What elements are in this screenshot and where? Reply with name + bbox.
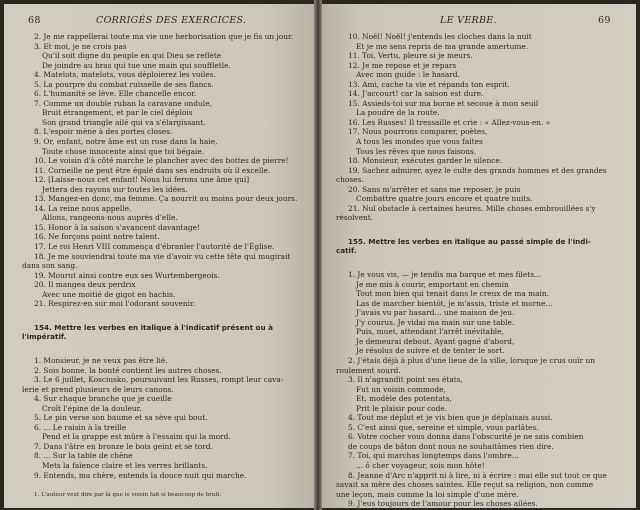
- text-line: 9. Or, enfant, notre âme est un rose dans la haie,: [34, 137, 218, 147]
- text-line: 17. Le roi Henri VIII commença d'ébranler l'autorité de l'Église.: [34, 242, 275, 252]
- text-line: 5. La pourpre du combat ruisselle de ses flancs.: [34, 79, 214, 89]
- text-line: 4. Tout me déplut et je vis bien que je déplaisais aussi.: [348, 413, 553, 423]
- right-page-number: 69: [598, 15, 611, 26]
- left-running-title: CORRIGÉS DES EXERCICES.: [96, 15, 247, 26]
- text-line: roulement sourd.: [336, 365, 401, 375]
- text-line: De joindre au bras qui tue une main qui souffletle.: [42, 60, 231, 70]
- left-footnote: 1. L'auteur veut dire par là que le voisin fait si beaucoup de bruit.: [34, 492, 222, 498]
- text-line: 19. Sachez admirer, ayez le culte des grands hommes et des grandes: [348, 165, 607, 175]
- text-line: 12. [Laisse-nous cet enfant! Nous lui ferons une âme qui]: [34, 175, 250, 185]
- right-page-text: [336, 32, 628, 508]
- text-line: Tout mon bien qui tenait dans le creux de ma main.: [356, 289, 549, 299]
- text-line: résolvent.: [336, 213, 374, 223]
- text-line: 2. J'étais déjà à plus d'une lieue de la ville, lorsque je crus ouïr un: [348, 355, 595, 365]
- text-line: Je résolus de suivre et de tenter le sort.: [356, 346, 505, 356]
- text-line: 6. L'humanité se lève. Elle chancelle encor.: [34, 89, 197, 99]
- text-line: [22, 309, 308, 323]
- text-line: 10. Le voisin d'à côté marche le plancher avec des bottes de pierre!: [34, 156, 289, 166]
- text-line: Croît l'épine de la douleur.: [42, 403, 142, 413]
- text-line: 155. Mettre les verbes en italique au passé simple de l'indi-: [348, 236, 591, 246]
- text-line: Las de marcher bientôt, je m'assis, triste et morne...: [356, 298, 553, 308]
- left-page-header: [4, 15, 314, 27]
- text-line: 8. ... Sur la table de chêne: [34, 451, 133, 461]
- left-page-text: [22, 32, 308, 480]
- text-line: 21. Nul obstacle à certaines heures. Mille choses embrouillées s'y: [348, 203, 596, 213]
- text-line: Qu'il soit digne du peuple en qui Dieu se reflète: [42, 51, 222, 61]
- text-line: Allons, rangeons-nous auprès d'elle.: [42, 213, 178, 223]
- book-gutter: [314, 0, 322, 510]
- text-line: Je demeurai debout. Ayant gagné d'abord,: [356, 336, 515, 346]
- text-line: 13. Mangez-en donc, ma femme. Ça nourrit au moins pour deux jours.: [34, 194, 298, 204]
- text-line: J'avais vu par hasard... une maison de jeu.: [356, 308, 515, 318]
- text-line: 21. Respirez-en sur moi l'odorant souvenir.: [34, 299, 196, 309]
- text-line: 18. Je me souviendrai toute ma vie d'avoir vu cette tête qui mugirait: [34, 251, 291, 261]
- text-line: catif.: [336, 246, 357, 256]
- text-line: 19. Mourut ainsi contre eux ses Wurtembergeois.: [34, 270, 220, 280]
- text-line: 11. Toi, Vertu, pleure si je meurs.: [348, 51, 473, 61]
- text-line: 16. Les Russes! Il tressaille et crie : « Allez-vous-en. »: [348, 117, 551, 127]
- text-line: 10. Noël! Noël! j'entends les cloches dans la nuit: [348, 32, 532, 41]
- text-line: Tous les rêves que nous faisons.: [356, 146, 477, 156]
- text-line: 20. Sans m'arrêter et sans me reposer, je puis: [348, 184, 521, 194]
- text-line: 17. Nous pourrons comparer, poètes,: [348, 127, 488, 137]
- text-line: Bruit étrangement, et par le ciel déplois: [42, 108, 193, 118]
- text-line: 18. Monsieur, exécutes garder le silence.: [348, 156, 503, 166]
- text-line: 9. J'eus toujours de l'amour pour les choses ailées.: [348, 499, 538, 508]
- text-line: 3. Il n'agrandit point ses états,: [348, 375, 463, 385]
- text-line: 8. Jeanne d'Arc n'apprit ni à lire, ni à écrire : mai elle sut tout ce que: [348, 470, 607, 480]
- text-line: Prit le plaisir pour code.: [356, 403, 448, 413]
- text-line: Combattre quatre jours encore et quatre nuits.: [356, 194, 533, 204]
- text-line: 2. Je me rappellerai toute ma vie une herborisation que je fis un jour.: [34, 32, 294, 41]
- left-page: [4, 4, 314, 508]
- text-line: Et, modèle des potentats,: [356, 394, 452, 404]
- text-line: 5. Le pin verse son baume et sa sève qui bout.: [34, 413, 208, 423]
- text-line: A tous les mondes que vous faites: [356, 137, 483, 147]
- text-line: J'y courus. Je vidai ma main sur une table.: [356, 317, 515, 327]
- text-line: 6. ... Le raisin à la treille: [34, 422, 127, 432]
- text-line: 7. Comme un double ruban la caravane ondule,: [34, 98, 212, 108]
- text-line: 11. Corneille ne peut être égalé dans ses endroits où il excelle.: [34, 165, 271, 175]
- text-line: 3. Le 6 juillet, Kosciusko, poursuivant les Russes, rompt leur cava-: [34, 375, 284, 385]
- text-line: Avec une moitié de gigot en hachis.: [42, 289, 176, 299]
- text-line: 15. Assieds-toi sur ma borne et secoue à mon seuil: [348, 98, 539, 108]
- text-line: lerie et prend plusieurs de leurs canons.: [22, 384, 174, 394]
- text-line: [22, 342, 308, 356]
- text-line: 12. Je me repose et je repars: [348, 60, 457, 70]
- text-line: Et je me sens repris de ma grande amertume.: [356, 41, 529, 51]
- text-line: 6. Votre cocher vous donna dans l'obscurité je ne sais combien: [348, 432, 584, 442]
- text-line: Son grand triangle ailé qui va s'élargissant.: [42, 117, 206, 127]
- text-line: savait sa mère des choses saintes. Elle reçut sa religion, non comme: [336, 480, 594, 490]
- right-running-title: LE VERBE.: [440, 15, 497, 26]
- text-line: 4. Sur chaque branche que je cueille: [34, 394, 172, 404]
- text-line: [336, 223, 628, 237]
- left-page-number: 68: [28, 15, 41, 26]
- text-line: 1. Je vous vis, — je tendis ma barque et mes filets...: [348, 270, 542, 280]
- text-line: 14. J'accourt! car la saison est dure.: [348, 89, 484, 99]
- text-line: 13. Ami, cache ta vie et répands ton esprit.: [348, 79, 510, 89]
- text-line: 14. La reine nous appelle.: [34, 203, 132, 213]
- text-line: 2. Sois bonne, la bonté contient les autres choses.: [34, 365, 222, 375]
- text-line: 16. Ne forçons point notre talent.: [34, 232, 160, 242]
- right-page-header: [322, 15, 636, 27]
- text-line: 3. Et moi, je ne crois pas: [34, 41, 127, 51]
- text-line: Pend et la grappe est mûre à l'essaim qui la mord.: [42, 432, 231, 442]
- text-line: Je me mis à courir, emportant en chemin: [356, 279, 509, 289]
- text-line: dans son sang.: [22, 261, 78, 271]
- text-line: de coups de bâton dont nous ne souhaitâmes rien dire.: [348, 441, 554, 451]
- text-line: Jettera des rayons sur toutes les idées.: [42, 184, 188, 194]
- text-line: 1. Monsieur, je ne veux pas être lié.: [34, 355, 168, 365]
- text-line: 7. Toi, qui marchas longtemps dans l'ombre...: [348, 451, 519, 461]
- text-line: une leçon, mais comme la loi simple d'une mère.: [336, 489, 519, 499]
- text-line: 4. Matelots, matelots, vous déploierez les voiles.: [34, 70, 216, 80]
- text-line: La poudre de la route.: [356, 108, 440, 118]
- text-line: l'impératif.: [22, 332, 67, 342]
- text-line: 20. Il mangea deux perdrix: [34, 280, 136, 290]
- text-line: ... ô cher voyageur, sois mon hôte!: [356, 460, 485, 470]
- text-line: 154. Mettre les verbes en italique à l'indicatif présent ou à: [34, 322, 273, 332]
- text-line: [336, 256, 628, 270]
- text-line: Fut un voisin commode,: [356, 384, 446, 394]
- text-line: Mets la faïence claire et les verres brillants.: [42, 460, 208, 470]
- text-line: Toute chose innocente ainsi que toi bégaie.: [42, 146, 205, 156]
- right-page: [322, 4, 636, 508]
- text-line: 8. L'espoir mène à des portes closes.: [34, 127, 173, 137]
- text-line: 9. Entends, ma chère, entends la douce nuit qui marche.: [34, 470, 247, 480]
- text-line: choses.: [336, 175, 364, 185]
- text-line: Puis, muet, attendant l'arrêt inévitable,: [356, 327, 504, 337]
- text-line: 5. C'est ainsi que, sereine et simple, vous parlâtes.: [348, 422, 539, 432]
- text-line: 7. Dans l'âtre en bronze le bois geint et se tord.: [34, 441, 213, 451]
- text-line: Avec mon guide : le hasard.: [356, 70, 460, 80]
- text-line: 15. Honor à la saison s'avancent davantage!: [34, 222, 200, 232]
